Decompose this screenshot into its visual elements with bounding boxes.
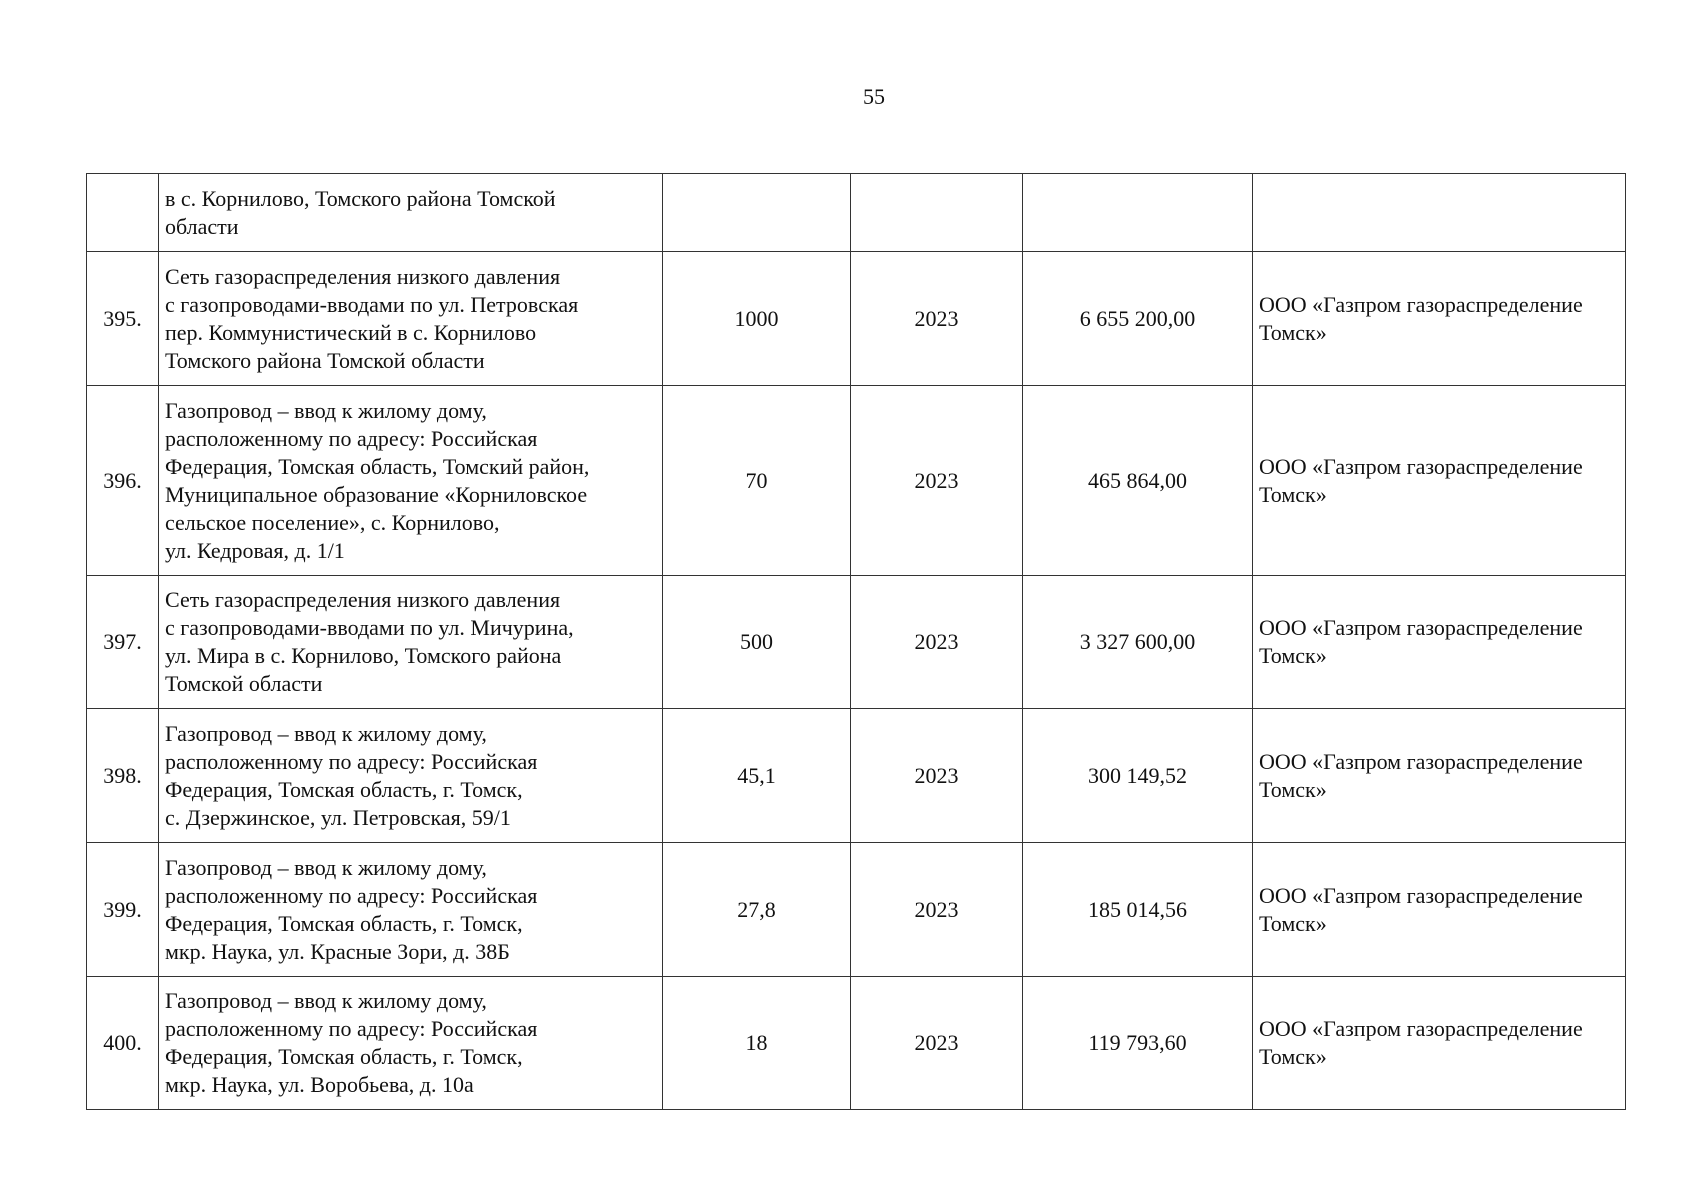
object-name	[159, 174, 663, 252]
organization	[1253, 709, 1626, 843]
organization-line: Томск»	[1259, 776, 1327, 802]
cost-value: 300 149,52	[1023, 709, 1253, 843]
table-row	[87, 709, 1626, 843]
object-name-line: Газопровод – ввод к жилому дому,	[165, 854, 487, 880]
object-name-line: мкр. Наука, ул. Красные Зори, д. 38Б	[165, 938, 510, 964]
row-number: 396.	[87, 386, 159, 576]
object-name-line: Газопровод – ввод к жилому дому,	[165, 988, 487, 1013]
length-value: 70	[663, 386, 851, 576]
organization-line: ООО «Газпром газораспределение	[1259, 291, 1583, 317]
cost-value: 185 014,56	[1023, 843, 1253, 977]
length-value: 45,1	[663, 709, 851, 843]
object-name-line: сельское поселение», с. Корнилово,	[165, 509, 500, 535]
row-number: 399.	[87, 843, 159, 977]
object-name-line: Федерация, Томская область, г. Томск,	[165, 910, 523, 936]
organization-line: Томск»	[1259, 910, 1327, 936]
object-name	[159, 576, 663, 709]
table-row	[87, 174, 1626, 252]
object-name	[159, 386, 663, 576]
organization-line: ООО «Газпром газораспределение	[1259, 882, 1583, 908]
year-value: 2023	[851, 252, 1023, 386]
organization-line: Томск»	[1259, 1044, 1327, 1069]
object-name-line: Федерация, Томская область, г. Томск,	[165, 1044, 523, 1069]
table-row	[87, 252, 1626, 386]
organization-line: Томск»	[1259, 643, 1327, 668]
object-name-line: Муниципальное образование «Корниловское	[165, 481, 588, 507]
object-name-line: с газопроводами-вводами по ул. Мичурина,	[165, 615, 574, 640]
object-name-line: Федерация, Томская область, Томский район,	[165, 453, 590, 479]
year-value: 2023	[851, 977, 1023, 1110]
object-name-line: мкр. Наука, ул. Воробьева, д. 10а	[165, 1072, 474, 1097]
object-name-line: Газопровод – ввод к жилому дому,	[165, 720, 487, 746]
organization-line: Томск»	[1259, 481, 1327, 507]
organization	[1253, 386, 1626, 576]
cost-value	[1023, 174, 1253, 252]
object-name	[159, 843, 663, 977]
year-value: 2023	[851, 709, 1023, 843]
object-name-line: расположенному по адресу: Российская	[165, 748, 538, 774]
object-name	[159, 977, 663, 1110]
object-name-line: Томской области	[165, 671, 323, 696]
object-name-line: пер. Коммунистический в с. Корнилово	[165, 319, 537, 345]
object-name-line: ул. Мира в с. Корнилово, Томского района	[165, 643, 562, 668]
cost-value: 3 327 600,00	[1023, 576, 1253, 709]
organization-line: Томск»	[1259, 319, 1327, 345]
organization	[1253, 576, 1626, 709]
length-value: 500	[663, 576, 851, 709]
length-value: 1000	[663, 252, 851, 386]
cost-value: 119 793,60	[1023, 977, 1253, 1110]
length-value: 27,8	[663, 843, 851, 977]
object-name-line: расположенному по адресу: Российская	[165, 882, 538, 908]
organization-line: ООО «Газпром газораспределение	[1259, 615, 1583, 640]
object-name-line: в с. Корнилово, Томского района Томской	[165, 185, 556, 211]
organization	[1253, 252, 1626, 386]
row-number: 395.	[87, 252, 159, 386]
year-value: 2023	[851, 576, 1023, 709]
table-row	[87, 386, 1626, 576]
object-name-line: с. Дзержинское, ул. Петровская, 59/1	[165, 804, 511, 830]
organization-line: ООО «Газпром газораспределение	[1259, 748, 1583, 774]
organization-line: ООО «Газпром газораспределение	[1259, 1016, 1583, 1041]
object-name-line: расположенному по адресу: Российская	[165, 1016, 538, 1041]
organization	[1253, 977, 1626, 1110]
row-number: 398.	[87, 709, 159, 843]
row-number: 400.	[87, 977, 159, 1110]
object-name-line: Газопровод – ввод к жилому дому,	[165, 397, 487, 423]
cost-value: 465 864,00	[1023, 386, 1253, 576]
length-value	[663, 174, 851, 252]
cost-value: 6 655 200,00	[1023, 252, 1253, 386]
object-name	[159, 709, 663, 843]
organization-line: ООО «Газпром газораспределение	[1259, 453, 1583, 479]
table-row	[87, 576, 1626, 709]
organization	[1253, 174, 1626, 252]
object-name-line: ул. Кедровая, д. 1/1	[165, 537, 345, 563]
object-name	[159, 252, 663, 386]
object-name-line: Федерация, Томская область, г. Томск,	[165, 776, 523, 802]
object-name-line: области	[165, 213, 239, 239]
table-row	[87, 977, 1626, 1110]
gas-pipeline-table	[86, 173, 1626, 1110]
year-value: 2023	[851, 386, 1023, 576]
organization	[1253, 843, 1626, 977]
row-number: 397.	[87, 576, 159, 709]
object-name-line: с газопроводами-вводами по ул. Петровская	[165, 291, 579, 317]
row-number	[87, 174, 159, 252]
page-number: 55	[863, 84, 885, 109]
year-value: 2023	[851, 843, 1023, 977]
object-name-line: расположенному по адресу: Российская	[165, 425, 538, 451]
table-row	[87, 843, 1626, 977]
object-name-line: Сеть газораспределения низкого давления	[165, 587, 561, 612]
length-value: 18	[663, 977, 851, 1110]
year-value	[851, 174, 1023, 252]
object-name-line: Сеть газораспределения низкого давления	[165, 263, 561, 289]
object-name-line: Томского района Томской области	[165, 347, 485, 373]
